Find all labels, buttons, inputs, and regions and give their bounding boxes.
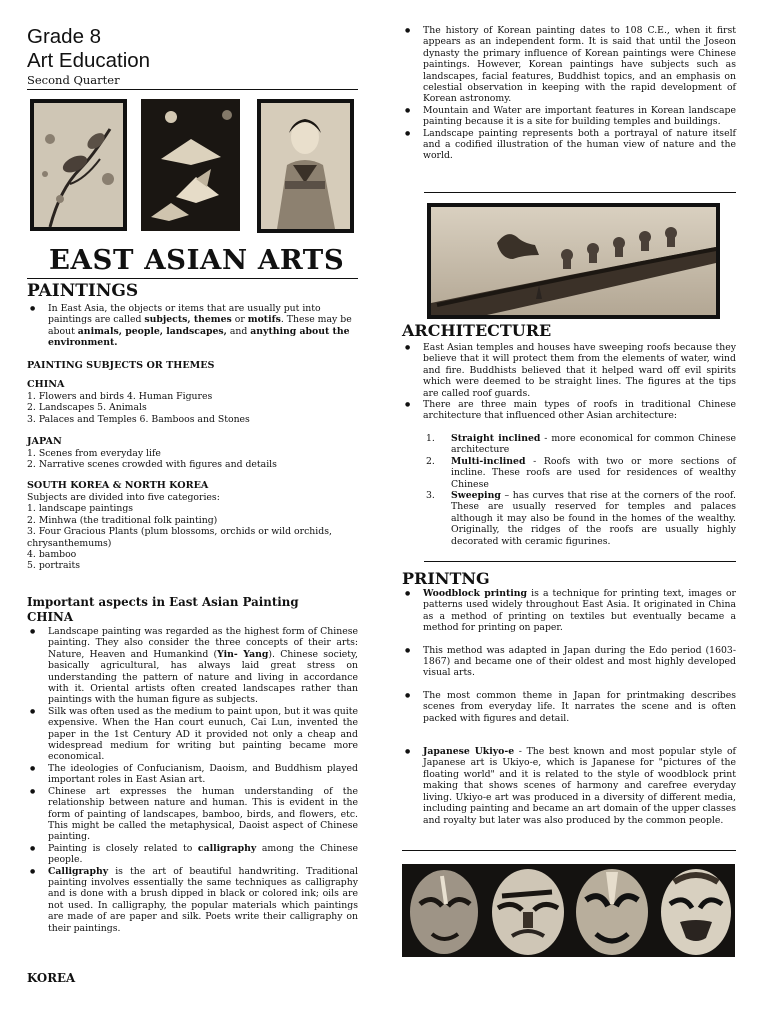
list-item <box>402 690 736 724</box>
list-item: ● Landscape painting represents both a portrayal of nature itself and a codified illustration of the human view of nature and the world. <box>402 128 736 162</box>
japan-subjects-list <box>27 448 358 471</box>
text-run: Chinese art expresses the human understanding of the relationship between nature and human. This is evident in the form of painting of landscapes, bamboo, birds, and flowers, etc. This might be called the metaphysical, Daoist aspect of Chinese painting. <box>48 785 358 843</box>
subject-label: Art Education <box>27 49 151 72</box>
aspects-china-label: CHINA <box>27 610 73 624</box>
bold-term: Yin- Yang <box>217 648 269 660</box>
list-item: 1. Scenes from everyday life <box>27 448 161 459</box>
roof-type-description: - more economical for common Chinese architecture <box>451 433 736 456</box>
bold-term: Japanese Ukiyo-e <box>423 746 515 758</box>
paintings-intro-text <box>48 303 352 348</box>
roof-type-item <box>405 490 736 547</box>
roof-guards-image <box>427 203 720 319</box>
list-item: 1. Flowers and birds 4. Human Figures <box>27 391 213 402</box>
korea-notes-list <box>402 25 736 162</box>
list-item <box>402 645 736 679</box>
quarter-label: Second Quarter <box>27 73 120 87</box>
bold-term: motifs <box>247 314 281 326</box>
bold-term: Woodblock printing <box>423 588 528 599</box>
printing-list <box>402 588 736 826</box>
roof-type-description: - Roofs with two or more sections of incline. These roofs are used for residences of wealthy Chinese <box>451 455 736 490</box>
text-run: . These may be about <box>48 314 352 337</box>
list-item: 2. Landscapes 5. Animals <box>27 402 147 414</box>
header-divider <box>27 89 358 90</box>
bold-term: anything about the environment. <box>48 325 350 349</box>
list-item: ● Mountain and Water are important features in Korean landscape painting because it is a site for building temples and buildings. <box>402 105 736 128</box>
text-run: and <box>226 325 251 337</box>
list-item <box>402 746 736 826</box>
list-item <box>27 866 358 934</box>
list-item <box>27 843 358 866</box>
birds-painting-image <box>30 99 127 231</box>
aspects-korea-label: KOREA <box>27 971 76 985</box>
bold-term: calligraphy <box>197 842 257 854</box>
list-item: Subjects are divided into five categories: <box>27 492 220 503</box>
list-item: 5. portraits <box>27 560 81 572</box>
roof-type-name: Straight inclined <box>451 433 541 444</box>
korea-subjects-list <box>27 492 358 572</box>
architecture-list <box>402 342 736 422</box>
architecture-heading: ARCHITECTURE <box>402 321 552 340</box>
title-divider <box>27 278 358 279</box>
list-item: 3. Four Gracious Plants (plum blossoms, orchids or wild orchids, chrysanthemums) <box>27 526 332 549</box>
list-item <box>402 588 736 634</box>
main-title: EAST ASIAN ARTS <box>49 244 345 276</box>
paintings-heading: PAINTINGS <box>27 281 139 301</box>
architecture-divider <box>424 561 736 562</box>
roof-type-number: 1. <box>426 433 435 444</box>
text-run: ). Chinese society, basically agricultural, has always laid great stress on understanding the pattern of nature and living in accordance with it. Oriental artists often created landscapes rather than paintings with the human figure as subjects. <box>48 648 359 706</box>
paintings-intro-list <box>27 303 358 349</box>
list-item: 3. Palaces and Temples 6. Bamboos and Stones <box>27 413 250 425</box>
text-run: The most common theme in Japan for printmaking describes scenes from everyday life. It narrates the scene and is often packed with figures and detail. <box>423 689 736 724</box>
list-item: ● East Asian temples and houses have sweeping roofs because they believe that it will protect them from the elements of water, wind and fire. Buddhists believed that it helped ward off evil spirits which were deemed to be straight lines. The figures at the tips are called roof guards. <box>402 342 736 399</box>
roof-type-number: 2. <box>426 455 435 467</box>
china-subjects-list <box>27 391 358 425</box>
list-item: ● The history of Korean painting dates to 108 C.E., when it first appears as an independent form. It is said that until the Joseon dynasty the primary influence of Korean paintings were Chinese paintings. However, Korean paintings have subjects such as landscapes, facial features, Buddhist topics, and an emphasis on celestial observation in keeping with the rapid development of Korean astronomy. <box>402 25 736 105</box>
list-item <box>27 763 358 786</box>
list-item: 2. Minhwa (the traditional folk painting) <box>27 514 218 526</box>
list-item: 2. Narrative scenes crowded with figures and details <box>27 459 277 471</box>
china-subjects-label: CHINA <box>27 379 65 390</box>
hanbok-woman-image <box>257 99 354 233</box>
list-item <box>27 626 358 706</box>
origami-crane-image <box>141 99 240 231</box>
roof-type-description: – has curves that rise at the corners of the roof. These are usually reserved for temples and palaces although it may also be found in the homes of the wealthy. Originally, the ridges of the roofs are usually highly decorated with ceramic figurines. <box>451 490 736 547</box>
korea-subjects-label: SOUTH KOREA & NORTH KOREA <box>27 480 209 491</box>
list-item: 4. bamboo <box>27 549 77 561</box>
text-run: among the Chinese people. <box>48 842 358 866</box>
text-run: Silk was often used as the medium to paint upon, but it was quite expensive. When the Han court eunuch, Cai Lun, invented the paper in the 1st Century AD it provided not only a cheap and widespread medium for writing but painting became more economical. <box>48 705 358 763</box>
text-run: is a technique for printing text, images or patterns used widely throughout East Asia. It originated in China as a method of printing on textiles but eventually became a method for printing on paper. <box>423 588 736 634</box>
aspects-heading: Important aspects in East Asian Painting <box>27 595 299 609</box>
text-run: Painting is closely related to <box>48 842 198 854</box>
subjects-heading: PAINTING SUBJECTS OR THEMES <box>27 360 215 371</box>
text-run: This method was adapted in Japan during the Edo period (1603-1867) and became one of their oldest and most highly developed visual arts. <box>423 644 736 679</box>
text-run: is the art of beautiful handwriting. Traditional painting involves essentially the same techniques as calligraphy and is done with a brush dipped in black or colored ink; oils are not used. In calligraphy, the popular materials which paintings are made of are paper and silk. Poets write their calligraphy on their paintings. <box>48 865 358 934</box>
roof-type-item <box>405 433 736 456</box>
text-run: Landscape painting was regarded as the highest form of Chinese painting. They also consider the three concepts of their arts: Nature, Heaven and Humankind ( <box>48 626 358 660</box>
text-run: In East Asia, the objects or items that are usually put into paintings are called <box>48 303 321 326</box>
printing-heading: PRINTNG <box>402 569 490 588</box>
bold-term: subjects, themes <box>144 314 232 326</box>
roof-type-item <box>405 456 736 490</box>
list-item: ● There are three main types of roofs in traditional Chinese architecture that influenced other Asian architecture: <box>402 399 736 422</box>
japan-subjects-label: JAPAN <box>27 436 62 447</box>
text-run: The ideologies of Confucianism, Daoism, and Buddhism played important roles in East Asian art. <box>48 762 358 786</box>
printing-divider <box>402 850 736 851</box>
grade-label: Grade 8 <box>27 25 102 48</box>
bold-term: Calligraphy <box>48 865 109 877</box>
aspects-china-list <box>27 626 358 934</box>
list-item <box>27 706 358 763</box>
text-run: or <box>231 314 248 326</box>
roof-type-name: Sweeping <box>451 490 501 502</box>
paintings-intro-item <box>27 303 358 349</box>
text-run: - The best known and most popular style of Japanese art is Ukiyo-e, which is Japanese for "pictures of the floating world" and it is related to the style of woodblock print making that shows scenes of harmony and carefree everyday living. Ukiyo-e art was produced in a diversity of different media, including painting and became an art domain of the upper classes and royalty but later was also produced by the common people. <box>423 746 736 826</box>
roof-type-name: Multi-inclined <box>451 455 526 467</box>
bold-term: animals, people, landscapes, <box>77 325 227 337</box>
korea-divider <box>424 192 736 193</box>
list-item <box>27 786 358 843</box>
roof-type-number: 3. <box>426 490 435 502</box>
list-item: 1. landscape paintings <box>27 503 134 515</box>
masks-image <box>402 864 735 957</box>
roof-types-list <box>405 433 736 547</box>
